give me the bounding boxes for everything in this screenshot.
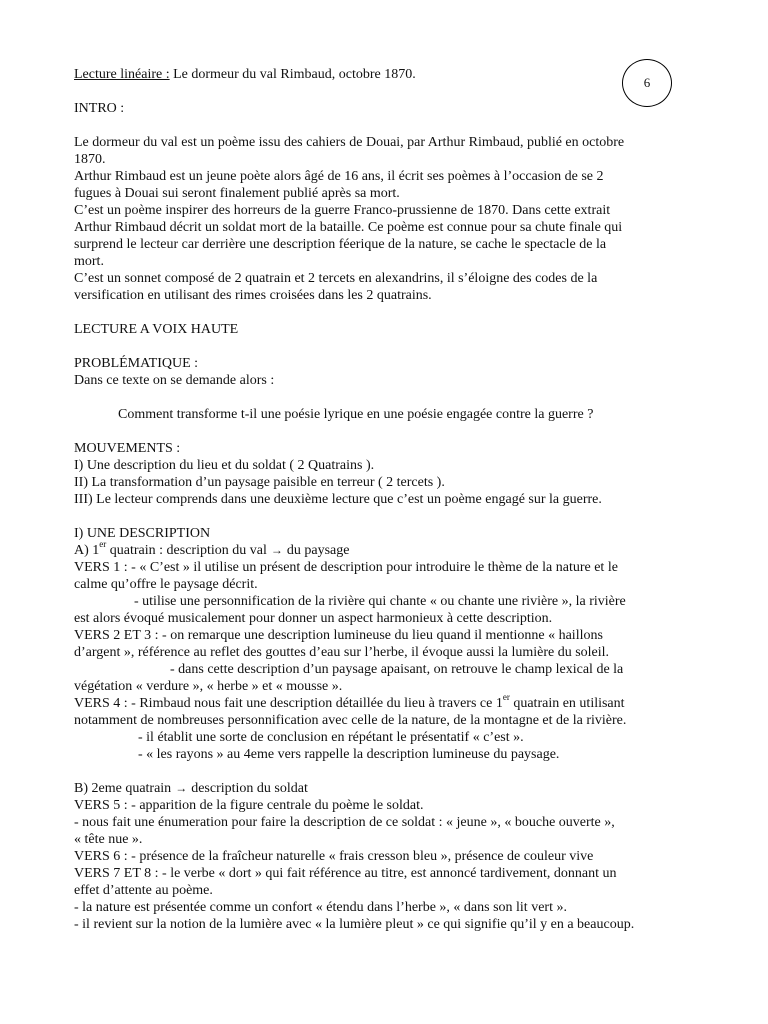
intro-line: mort. [74,254,104,269]
part-b-line: - nous fait une énumeration pour faire la description de ce soldat : « jeune », « bouche ouverte », [74,815,615,830]
intro-line: versification en utilisant des rimes croisées dans les 2 quatrains. [74,288,432,303]
arrow-right-icon: → [175,781,188,795]
title-text: Le dormeur du val Rimbaud, octobre 1870. [169,67,416,82]
mouvements-heading: MOUVEMENTS : [74,441,181,456]
part-b-line: VERS 6 : - présence de la fraîcheur naturelle « frais cresson bleu », présence de couleur vive [74,849,594,864]
vers23-line: végétation « verdure », « herbe » et « mousse ». [74,679,343,694]
vers4-line: - « les rayons » au 4eme vers rappelle la description lumineuse du paysage. [138,747,560,762]
title-label: Lecture linéaire : [74,67,170,82]
intro-line: C’est un poème inspirer des horreurs de la guerre Franco-prussienne de 1870. Dans cette extrait [74,203,611,218]
part-b-line: VERS 7 ET 8 : - le verbe « dort » qui fait référence au titre, est annoncé tardivement, donnant un [74,866,617,881]
intro-line: 1870. [74,152,106,167]
section1-heading: I) UNE DESCRIPTION [74,526,211,541]
page-number: 6 [643,75,651,90]
intro-line: Arthur Rimbaud est un jeune poète alors âgé de 16 ans, il écrit ses poèmes à l’occasion de se 2 [74,169,604,184]
intro-line: fugues à Douai sui seront finalement publié après sa mort. [74,186,400,201]
part-b-line: VERS 5 : - apparition de la figure centrale du poème le soldat. [74,798,424,813]
vers23-line: - dans cette description d’un paysage apaisant, on retrouve le champ lexical de la [170,662,624,677]
intro-line: Arthur Rimbaud décrit un soldat mort de la bataille. Ce poème est connue pour sa chute finale qui [74,220,623,235]
vers1-line: - utilise une personnification de la rivière qui chante « ou chante une rivière », la rivière [134,594,626,609]
intro-heading: INTRO : [74,101,125,116]
part-b-heading: B) 2eme quatrain → description du soldat [74,781,308,796]
vers23-line: d’argent », référence au reflet des gouttes d’eau sur l’herbe, il évoque aussi la lumière du soleil. [74,645,610,660]
part-b-line: - il revient sur la notion de la lumière avec « la lumière pleut » ce qui signifie qu’il y en a beaucoup. [74,917,635,932]
document-title [74,66,694,83]
mouvement-item: I) Une description du lieu et du soldat ( 2 Quatrains ). [74,458,375,473]
part-b-line: effet d’attente au poème. [74,883,213,898]
intro-paragraph [74,134,694,304]
mouvement-item: II) La transformation d’un paysage paisible en terreur ( 2 tercets ). [74,475,445,490]
problematique-question: Comment transforme t-il une poésie lyrique en une poésie engagée contre la guerre ? [118,407,594,422]
vers4-line: VERS 4 : - Rimbaud nous fait une description détaillée du lieu à travers ce 1er quatrain en utilisant [74,692,625,711]
mouvement-item: III) Le lecteur comprends dans une deuxième lecture que c’est un poème engagé sur la guerre. [74,492,602,507]
vers4-line: - il établit une sorte de conclusion en répétant le présentatif « c’est ». [138,730,524,745]
part-b-line: - la nature est présentée comme un confort « étendu dans l’herbe », « dans son lit vert ». [74,900,567,915]
part-b-line: « tête nue ». [74,832,143,847]
vers4-line: notamment de nombreuses personnification avec celle de la nature, de la montagne et de la rivière. [74,713,627,728]
arrow-right-icon: → [270,543,283,557]
lecture-heading: LECTURE A VOIX HAUTE [74,322,239,337]
intro-line: surprend le lecteur car derrière une description féerique de la nature, se cache le spectacle de la [74,237,607,252]
document-body [74,66,694,933]
section1-part-a-heading: A) 1er quatrain : description du val → du paysage [74,539,350,558]
vers1-line: VERS 1 : - « C’est » il utilise un présent de description pour introduire le thème de la nature et le [74,560,618,575]
problematique-intro: Dans ce texte on se demande alors : [74,373,275,388]
vers1-line: est alors évoqué musicalement pour donner un aspect harmonieux à cette description. [74,611,553,626]
problematique-heading: PROBLÉMATIQUE : [74,356,199,371]
intro-line: C’est un sonnet composé de 2 quatrain et 2 tercets en alexandrins, il s’éloigne des codes de la [74,271,598,286]
intro-line: Le dormeur du val est un poème issu des cahiers de Douai, par Arthur Rimbaud, publié en octobre [74,135,625,150]
vers23-line: VERS 2 ET 3 : - on remarque une description lumineuse du lieu quand il mentionne « haillons [74,628,603,643]
vers1-line: calme qu’offre le paysage décrit. [74,577,258,592]
